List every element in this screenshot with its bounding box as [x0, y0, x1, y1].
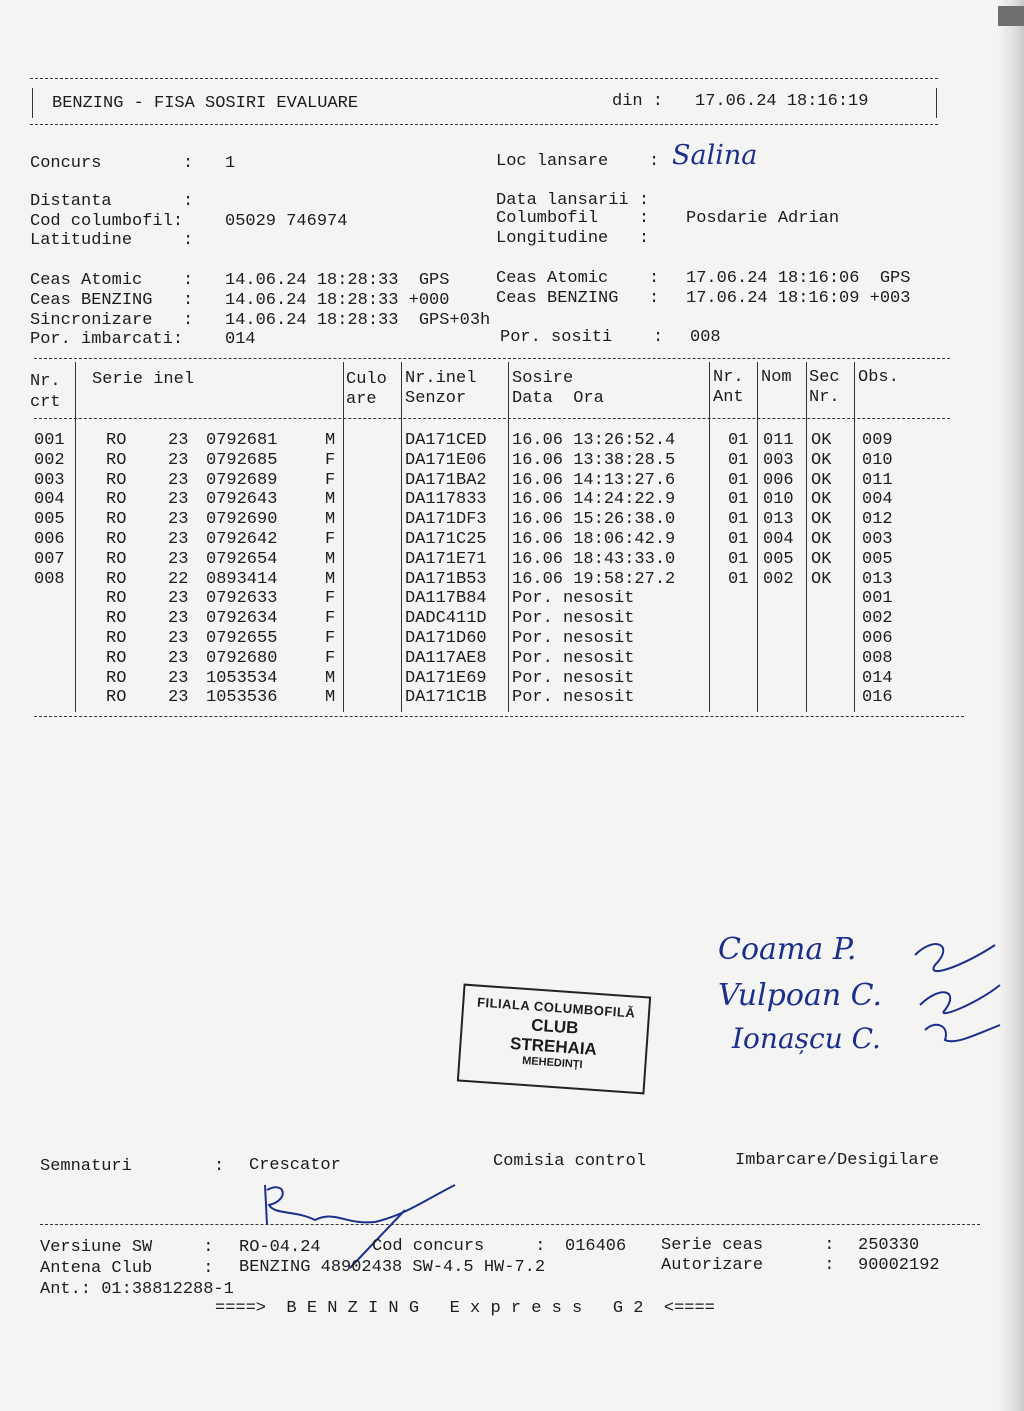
cell-an: 23 [168, 470, 189, 490]
cell-an: 23 [168, 530, 189, 549]
cell-sex: F [325, 609, 336, 629]
report-title: BENZING - FISA SOSIRI EVALUARE [52, 94, 359, 113]
cell-obs: 004 [862, 490, 893, 510]
cell-tara: RO [106, 450, 127, 470]
th-nr-ant-1: Nr. [713, 368, 744, 387]
cell-inel: 0792685 [206, 450, 278, 470]
cell-nom: 002 [763, 569, 794, 589]
cell-nr: 003 [34, 470, 65, 490]
cell-sosire: 16.06 18:06:42.9 [512, 530, 676, 549]
th-crt: crt [30, 393, 61, 412]
cell-tara: RO [106, 668, 127, 688]
cell-an: 23 [168, 431, 189, 450]
cell-tara: RO [106, 431, 127, 450]
cell-sex: F [325, 470, 336, 490]
header-left-border [32, 88, 33, 118]
cell-senzor: DA171C25 [405, 530, 487, 549]
cell-sex: F [325, 589, 336, 609]
clock-left-1-value: 14.06.24 18:28:33 GPS [225, 271, 450, 290]
cell-sex: M [325, 431, 336, 450]
th-nom: Nom [761, 368, 792, 387]
cell-inel: 0792634 [206, 609, 278, 629]
cell-tara: RO [106, 569, 127, 589]
cell-nr: 004 [34, 490, 65, 510]
cell-nr: 006 [34, 530, 65, 549]
cell-sex: F [325, 450, 336, 470]
cell-ant: 01 [728, 450, 749, 470]
table-row [0, 550, 1000, 570]
cell-sex: M [325, 688, 336, 708]
cell-nom: 006 [763, 470, 794, 490]
cell-obs: 016 [862, 688, 893, 708]
cell-sec: OK [811, 569, 832, 589]
concurs-label: Concurs : [30, 154, 194, 173]
cell-sec: OK [811, 530, 832, 549]
cell-senzor: DA171E71 [405, 549, 487, 569]
clock-left-3-value: 14.06.24 18:28:33 GPS+03h [225, 311, 491, 330]
signature-scribbles [905, 925, 1005, 1055]
autorizare-label: Autorizare : [661, 1256, 835, 1275]
cell-inel: 0792655 [206, 629, 278, 648]
cell-tara: RO [106, 549, 127, 569]
cell-ant: 01 [728, 431, 749, 450]
table-row [0, 451, 1000, 471]
cell-nom: 005 [763, 549, 794, 569]
cell-sosire: Por. nesosit [512, 609, 635, 629]
cell-tara: RO [106, 589, 127, 609]
crescator-label: Crescator [249, 1156, 341, 1175]
cell-nom: 013 [763, 510, 794, 530]
cell-sosire: Por. nesosit [512, 648, 635, 668]
cell-tara: RO [106, 470, 127, 490]
stamp-line-3: STREHAIA [509, 1033, 598, 1059]
th-data-ora: Data Ora [512, 389, 604, 408]
versiune-value: RO-04.24 [239, 1238, 321, 1257]
report-date-value: 17.06.24 18:16:19 [695, 92, 869, 111]
cell-ant: 01 [728, 490, 749, 510]
columbofil-label: Columbofil : [496, 209, 650, 228]
table-row [0, 490, 1000, 510]
cell-sosire: 16.06 14:24:22.9 [512, 490, 676, 510]
concurs-value: 1 [225, 154, 236, 173]
handwritten-signature-3: Ionașcu C. [732, 1022, 881, 1055]
page-edge-shadow [998, 0, 1024, 1411]
cell-inel: 0792681 [206, 431, 278, 450]
cell-an: 23 [168, 510, 189, 530]
cell-sosire: 16.06 13:38:28.5 [512, 450, 676, 470]
cell-senzor: DA117B84 [405, 589, 487, 609]
table-bottom-border [34, 716, 964, 717]
cell-sex: M [325, 490, 336, 510]
table-row [0, 669, 1000, 689]
header-right-border [936, 88, 937, 118]
cell-nr: 008 [34, 569, 65, 589]
table-row [0, 649, 1000, 669]
cell-tara: RO [106, 609, 127, 629]
cod-concurs-label: Cod concurs : [372, 1237, 546, 1256]
cell-nom: 003 [763, 450, 794, 470]
cell-sosire: 16.06 15:26:38.0 [512, 510, 676, 530]
cell-senzor: DA171CED [405, 431, 487, 450]
columbofil-value: Posdarie Adrian [686, 209, 840, 228]
cell-an: 23 [168, 450, 189, 470]
cell-inel: 0792654 [206, 549, 278, 569]
header-bottom-border [30, 124, 938, 125]
cell-tara: RO [106, 688, 127, 708]
handwritten-signature-1: Coama P. [718, 932, 857, 967]
serie-ceas-value: 250330 [858, 1236, 920, 1255]
stamp-line-2: CLUB [530, 1015, 580, 1038]
loc-lansare-label: Loc lansare : [496, 152, 660, 171]
table-row [0, 570, 1000, 590]
semnaturi-colon: : [214, 1157, 225, 1176]
cell-an: 23 [168, 609, 189, 629]
clock-left-1-label: Ceas Atomic : [30, 271, 194, 290]
por-sositi-label: Por. sositi : [500, 328, 664, 347]
cell-senzor: DADC411D [405, 609, 487, 629]
page-corner-fold [998, 6, 1024, 26]
header-top-border [30, 78, 938, 79]
table-row [0, 510, 1000, 530]
cell-sex: M [325, 569, 336, 589]
cell-sosire: Por. nesosit [512, 688, 635, 708]
table-row [0, 471, 1000, 491]
cell-sosire: Por. nesosit [512, 668, 635, 688]
antena-label: Antena Club : [40, 1259, 214, 1278]
cell-obs: 008 [862, 648, 893, 668]
table-row [0, 688, 1000, 708]
cell-sex: F [325, 648, 336, 668]
cell-senzor: DA171B53 [405, 569, 487, 589]
cell-sec: OK [811, 431, 832, 450]
serie-ceas-label: Serie ceas : [661, 1236, 835, 1255]
cell-inel: 0792689 [206, 470, 278, 490]
th-sec-2: Nr. [809, 388, 840, 407]
cell-inel: 0792680 [206, 648, 278, 668]
cell-inel: 1053534 [206, 668, 278, 688]
cell-inel: 0792690 [206, 510, 278, 530]
th-senzor: Senzor [405, 389, 467, 408]
cell-an: 23 [168, 549, 189, 569]
cell-an: 23 [168, 629, 189, 648]
th-sec-1: Sec [809, 368, 840, 387]
club-stamp [457, 984, 651, 1095]
cell-tara: RO [106, 510, 127, 530]
por-sositi-value: 008 [690, 328, 721, 347]
clock-right-2-value: 17.06.24 18:16:09 +003 [686, 289, 911, 308]
cell-ant: 01 [728, 510, 749, 530]
antena-value: BENZING 48902438 SW-4.5 HW-7.2 [239, 1258, 546, 1277]
report-date-label: din : [612, 92, 664, 111]
cell-an: 23 [168, 589, 189, 609]
cell-sex: M [325, 668, 336, 688]
cell-sosire: Por. nesosit [512, 589, 635, 609]
th-culoare-2: are [346, 390, 377, 409]
cell-sex: M [325, 549, 336, 569]
stamp-line-1: FILIALA COLUMBOFILĂ [476, 994, 636, 1021]
cell-sec: OK [811, 510, 832, 530]
cell-obs: 013 [862, 569, 893, 589]
comisia-label: Comisia control [493, 1152, 647, 1171]
table-row [0, 609, 1000, 629]
cell-nom: 004 [763, 530, 794, 549]
cell-obs: 009 [862, 431, 893, 450]
cell-senzor: DA117AE8 [405, 648, 487, 668]
cell-obs: 005 [862, 549, 893, 569]
cell-obs: 001 [862, 589, 893, 609]
cell-nr: 007 [34, 549, 65, 569]
cell-nom: 011 [763, 431, 794, 450]
clock-right-1-value: 17.06.24 18:16:06 GPS [686, 269, 911, 288]
cell-nr: 002 [34, 450, 65, 470]
cell-ant: 01 [728, 470, 749, 490]
th-nr: Nr. [30, 372, 61, 391]
cell-inel: 1053536 [206, 688, 278, 708]
cell-ant: 01 [728, 530, 749, 549]
clock-left-3-label: Sincronizare : [30, 311, 194, 330]
cell-nr: 001 [34, 431, 65, 450]
stamp-line-4: MEHEDINȚI [521, 1054, 583, 1072]
cod-columbofil-label: Cod columbofil: [30, 212, 184, 231]
table-row [0, 431, 1000, 451]
cell-obs: 012 [862, 510, 893, 530]
cell-sec: OK [811, 490, 832, 510]
cell-inel: 0792633 [206, 589, 278, 609]
cell-obs: 003 [862, 530, 893, 549]
cell-senzor: DA171DF3 [405, 510, 487, 530]
cell-nom: 010 [763, 490, 794, 510]
cell-sex: F [325, 629, 336, 648]
versiune-label: Versiune SW : [40, 1238, 214, 1257]
clock-right-2-label: Ceas BENZING : [496, 289, 660, 308]
th-nr-ant-2: Ant [713, 388, 744, 407]
cell-an: 23 [168, 490, 189, 510]
th-culoare-1: Culo [346, 370, 387, 389]
cell-senzor: DA171C1B [405, 688, 487, 708]
th-sosire: Sosire [512, 369, 574, 388]
table-row [0, 629, 1000, 649]
table-header-bottom-border [34, 418, 950, 419]
cell-tara: RO [106, 490, 127, 510]
cell-inel: 0893414 [206, 569, 278, 589]
th-serie-inel: Serie inel [92, 370, 195, 389]
cell-tara: RO [106, 629, 127, 648]
clock-left-2-value: 14.06.24 18:28:33 +000 [225, 291, 450, 310]
clock-left-2-label: Ceas BENZING : [30, 291, 194, 310]
table-row [0, 530, 1000, 550]
cell-tara: RO [106, 530, 127, 549]
cell-sosire: 16.06 18:43:33.0 [512, 549, 676, 569]
cod-concurs-value: 016406 [565, 1237, 627, 1256]
data-lansarii-label: Data lansarii : [496, 191, 650, 210]
latitudine-label: Latitudine : [30, 231, 194, 250]
handwritten-signature-2: Vulpoan C. [718, 978, 883, 1013]
distanta-label: Distanta : [30, 192, 194, 211]
cell-sosire: 16.06 13:26:52.4 [512, 431, 676, 450]
cell-senzor: DA171E06 [405, 450, 487, 470]
imbarcare-label: Imbarcare/Desigilare [735, 1151, 940, 1170]
table-row [0, 589, 1000, 609]
cell-inel: 0792643 [206, 490, 278, 510]
loc-lansare-handwritten: Salina [672, 140, 758, 171]
cell-tara: RO [106, 648, 127, 668]
cod-columbofil-value: 05029 746974 [225, 212, 348, 231]
semnaturi-label: Semnaturi [40, 1157, 132, 1176]
cell-sosire: 16.06 14:13:27.6 [512, 470, 676, 490]
cell-an: 23 [168, 648, 189, 668]
cell-obs: 010 [862, 450, 893, 470]
cell-sex: M [325, 510, 336, 530]
cell-sec: OK [811, 450, 832, 470]
cell-sec: OK [811, 470, 832, 490]
cell-obs: 002 [862, 609, 893, 629]
cell-an: 23 [168, 688, 189, 708]
cell-obs: 014 [862, 668, 893, 688]
th-nr-inel: Nr.inel [405, 369, 477, 388]
cell-sex: F [325, 530, 336, 549]
cell-senzor: DA171BA2 [405, 470, 487, 490]
cell-sec: OK [811, 549, 832, 569]
por-imbarcati-value: 014 [225, 330, 256, 349]
ant-line: Ant.: 01:38812288-1 [40, 1280, 234, 1299]
autorizare-value: 90002192 [858, 1256, 940, 1275]
th-obs: Obs. [858, 368, 899, 387]
cell-senzor: DA171E69 [405, 668, 487, 688]
cell-ant: 01 [728, 569, 749, 589]
footer-separator [40, 1224, 980, 1225]
cell-an: 22 [168, 569, 189, 589]
cell-obs: 011 [862, 470, 893, 490]
cell-inel: 0792642 [206, 530, 278, 549]
clock-right-1-label: Ceas Atomic : [496, 269, 660, 288]
cell-obs: 006 [862, 629, 893, 648]
por-imbarcati-label: Por. imbarcati: [30, 330, 184, 349]
table-top-border [34, 358, 950, 359]
cell-ant: 01 [728, 549, 749, 569]
benzing-banner: ====> B E N Z I N G E x p r e s s G 2 <==== [215, 1299, 715, 1318]
longitudine-label: Longitudine : [496, 229, 650, 248]
cell-senzor: DA171D60 [405, 629, 487, 648]
cell-sosire: 16.06 19:58:27.2 [512, 569, 676, 589]
cell-an: 23 [168, 668, 189, 688]
cell-senzor: DA117833 [405, 490, 487, 510]
cell-nr: 005 [34, 510, 65, 530]
cell-sosire: Por. nesosit [512, 629, 635, 648]
